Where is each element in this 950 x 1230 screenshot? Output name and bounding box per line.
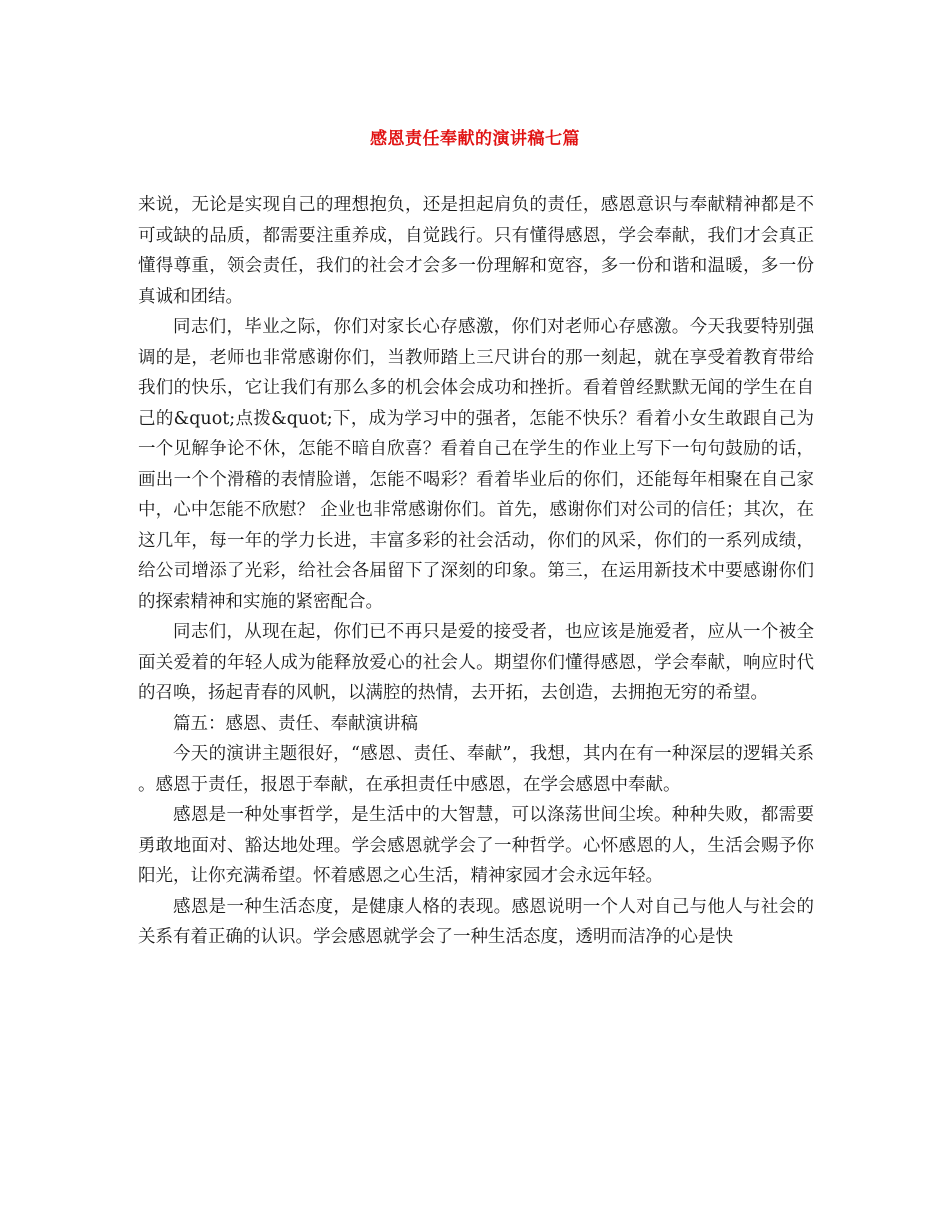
paragraph-4: 今天的演讲主题很好，“感恩、责任、奉献”，我想，其内在有一种深层的逻辑关系。感恩于责任，报恩于奉献，在承担责任中感恩，在学会感恩中奉献。 [138,744,814,795]
paragraph-3: 同志们，从现在起，你们已不再只是爱的接受者，也应该是施爱者，应从一个被全面关爱着的年轻人成为能释放爱心的社会人。期望你们懂得感恩，学会奉献，响应时代的召唤，扬起青春的风帆，以满腔的热情，去开拓，去创造，去拥抱无穷的希望。 [138,622,814,703]
document-title: 感恩责任奉献的演讲稿七篇 [370,129,580,149]
paragraph-5: 感恩是一种处事哲学，是生活中的大智慧，可以涤荡世间尘埃。种种失败，都需要勇敢地面对、豁达地处理。学会感恩就学会了一种哲学。心怀感恩的人，生活会赐予你阳光，让你充满希望。怀着感恩之心生活，精神家园才会永远年轻。 [138,805,814,886]
paragraph-1: 来说，无论是实现自己的理想抱负，还是担起肩负的责任，感恩意识与奉献精神都是不可或缺的品质，都需要注重养成，自觉践行。只有懂得感恩，学会奉献，我们才会真正懂得尊重，领会责任，我们的社会才会多一份理解和宽容，多一份和谐和温暖，多一份真诚和团结。 [138,195,814,307]
paragraph-6: 感恩是一种生活态度，是健康人格的表现。感恩说明一个人对自己与他人与社会的关系有着正确的认识。学会感恩就学会了一种生活态度，透明而洁净的心是快 [138,896,814,947]
paragraph-2: 同志们，毕业之际，你们对家长心存感激，你们对老师心存感激。今天我要特别强调的是，老师也非常感谢你们，当教师踏上三尺讲台的那一刻起，就在享受着教育带给我们的快乐，它让我们有那么多的机会体会成功和挫折。看着曾经默默无闻的学生在自己的&quot;点拨&quot;下，成为学习中的强者，怎能不快乐？看着小女生敢跟自己为一个见解争论不休，怎能不暗自欣喜？看着自己在学生的作业上写下一句句鼓励的话，画出一个个滑稽的表情脸谱，怎能不喝彩？看着毕业后的你们，还能每年相聚在自己家中，心中怎能不欣慰？ 企业也非常感谢你们。首先，感谢你们对公司的信任；其次，在这几年，每一年的学力长进，丰富多彩的社会活动，你们的风采，你们的一系列成绩，给公司增添了光彩，给社会各届留下了深刻的印象。第三，在运用新技术中要感谢你们的探索精神和实施的紧密配合。 [138,317,814,612]
document-body [138,190,814,953]
section-heading: 篇五：感恩、责任、奉献演讲稿 [173,713,418,734]
